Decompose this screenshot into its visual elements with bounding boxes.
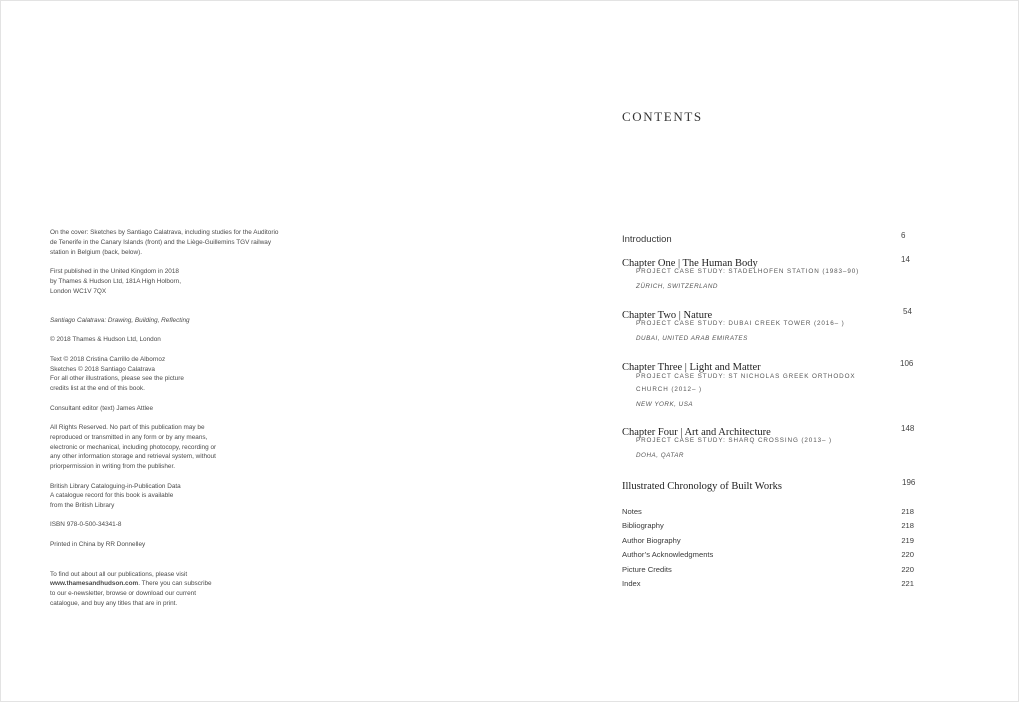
publisher-visit — [50, 570, 280, 609]
toc-label: Introduction — [622, 234, 672, 245]
toc-back-matter-item[interactable] — [622, 550, 914, 559]
chapter-title: Chapter Two | Nature — [622, 310, 713, 321]
case-study-place: DOHA, QATAR — [636, 452, 684, 459]
chapter-title: Chapter Four | Art and Architecture — [622, 427, 771, 438]
book-title: Santiago Calatrava: Drawing, Building, Reflecting — [50, 316, 190, 324]
chapter-title: Illustrated Chronology of Built Works — [622, 481, 782, 492]
cover-note: On the cover: Sketches by Santiago Calatrava, including studies for the Auditorio de Tenerife in the Canary Islands (front) and the Liège-Guillemins TGV railway station in Belgium (back, below). — [50, 229, 279, 256]
toc-label: Bibliography — [622, 521, 664, 530]
visit-text-rest: . There you can subscribe to our e-newsletter, browse or download our current catalogue, and buy any titles that are in print. — [50, 580, 212, 608]
toc-label: Picture Credits — [622, 565, 672, 574]
chapter-title: Chapter One | The Human Body — [622, 258, 758, 269]
imprint-page — [50, 228, 280, 618]
toc-page-number: 148 — [901, 424, 915, 433]
visit-text: To find out about all our publications, please visit — [50, 570, 188, 578]
text-credits: Text © 2018 Cristina Carrillo de Albornoz Sketches © 2018 Santiago Calatrava For all other illustrations, please see the picture credits list at the end of this book. — [50, 355, 184, 393]
toc-label: Author’s Acknowledgments — [622, 550, 714, 559]
isbn: ISBN 978-0-500-34341-8 — [50, 521, 122, 529]
printer: Printed in China by RR Donnelley — [50, 540, 146, 548]
toc-page-number: 6 — [901, 231, 906, 240]
case-study-continued: CHURCH (2012– ) — [636, 386, 702, 393]
case-study-place: NEW YORK, USA — [636, 401, 694, 408]
copyright: © 2018 Thames & Hudson Ltd, London — [50, 336, 161, 344]
toc-page-number: 220 — [901, 565, 914, 574]
toc-back-matter-item[interactable] — [622, 507, 914, 516]
cip-data: British Library Cataloguing-in-Publication Data A catalogue record for this book is available from the British Library — [50, 482, 181, 510]
title-copyright — [50, 306, 280, 345]
chapter-title: Chapter Three | Light and Matter — [622, 362, 761, 373]
toc-page-number: 14 — [901, 255, 910, 264]
toc-back-matter-item[interactable] — [622, 536, 914, 545]
toc-label: Notes — [622, 507, 642, 516]
toc-back-matter-item[interactable] — [622, 521, 914, 530]
toc-page-number: 218 — [901, 507, 914, 516]
publication-note: First published in the United Kingdom in 2018 by Thames & Hudson Ltd, 181A High Holborn, London WC1V 7QX — [50, 267, 181, 295]
case-study-place: DUBAI, UNITED ARAB EMIRATES — [636, 335, 748, 342]
toc-page-number: 218 — [901, 521, 914, 530]
toc-page-number: 196 — [902, 478, 916, 487]
toc-page-number: 221 — [901, 579, 914, 588]
toc-page-number: 106 — [900, 359, 914, 368]
case-study: PROJECT CASE STUDY: SHARQ CROSSING (2013– ) — [636, 437, 833, 444]
toc-label: Index — [622, 579, 641, 588]
toc-back-matter-item[interactable] — [622, 565, 914, 574]
toc-chronology[interactable] — [622, 476, 922, 494]
case-study-place: ZÜRICH, SWITZERLAND — [636, 283, 718, 290]
rights-notice: All Rights Reserved. No part of this publication may be reproduced or transmitted in any form or by any means, electronic or mechanical, including photocopy, recording or any other information storage and retrieval system, without priorpermission in writing from the publisher. — [50, 423, 217, 471]
toc-back-matter-item[interactable] — [622, 579, 914, 588]
toc-page-number: 220 — [901, 550, 914, 559]
case-study: PROJECT CASE STUDY: ST NICHOLAS GREEK ORTHODOX — [636, 373, 856, 380]
case-study: PROJECT CASE STUDY: STADELHOFEN STATION (1983–90) — [636, 268, 860, 275]
consultant-editor: Consultant editor (text) James Attlee — [50, 404, 154, 412]
toc-page-number: 54 — [903, 307, 912, 316]
toc-label: Author Biography — [622, 536, 681, 545]
toc-page-number: 219 — [901, 536, 914, 545]
toc-introduction[interactable] — [622, 229, 922, 247]
contents-title: CONTENTS — [622, 109, 703, 124]
website-link[interactable]: www.thamesandhudson.com — [50, 580, 139, 588]
case-study: PROJECT CASE STUDY: DUBAI CREEK TOWER (2016– ) — [636, 320, 845, 327]
